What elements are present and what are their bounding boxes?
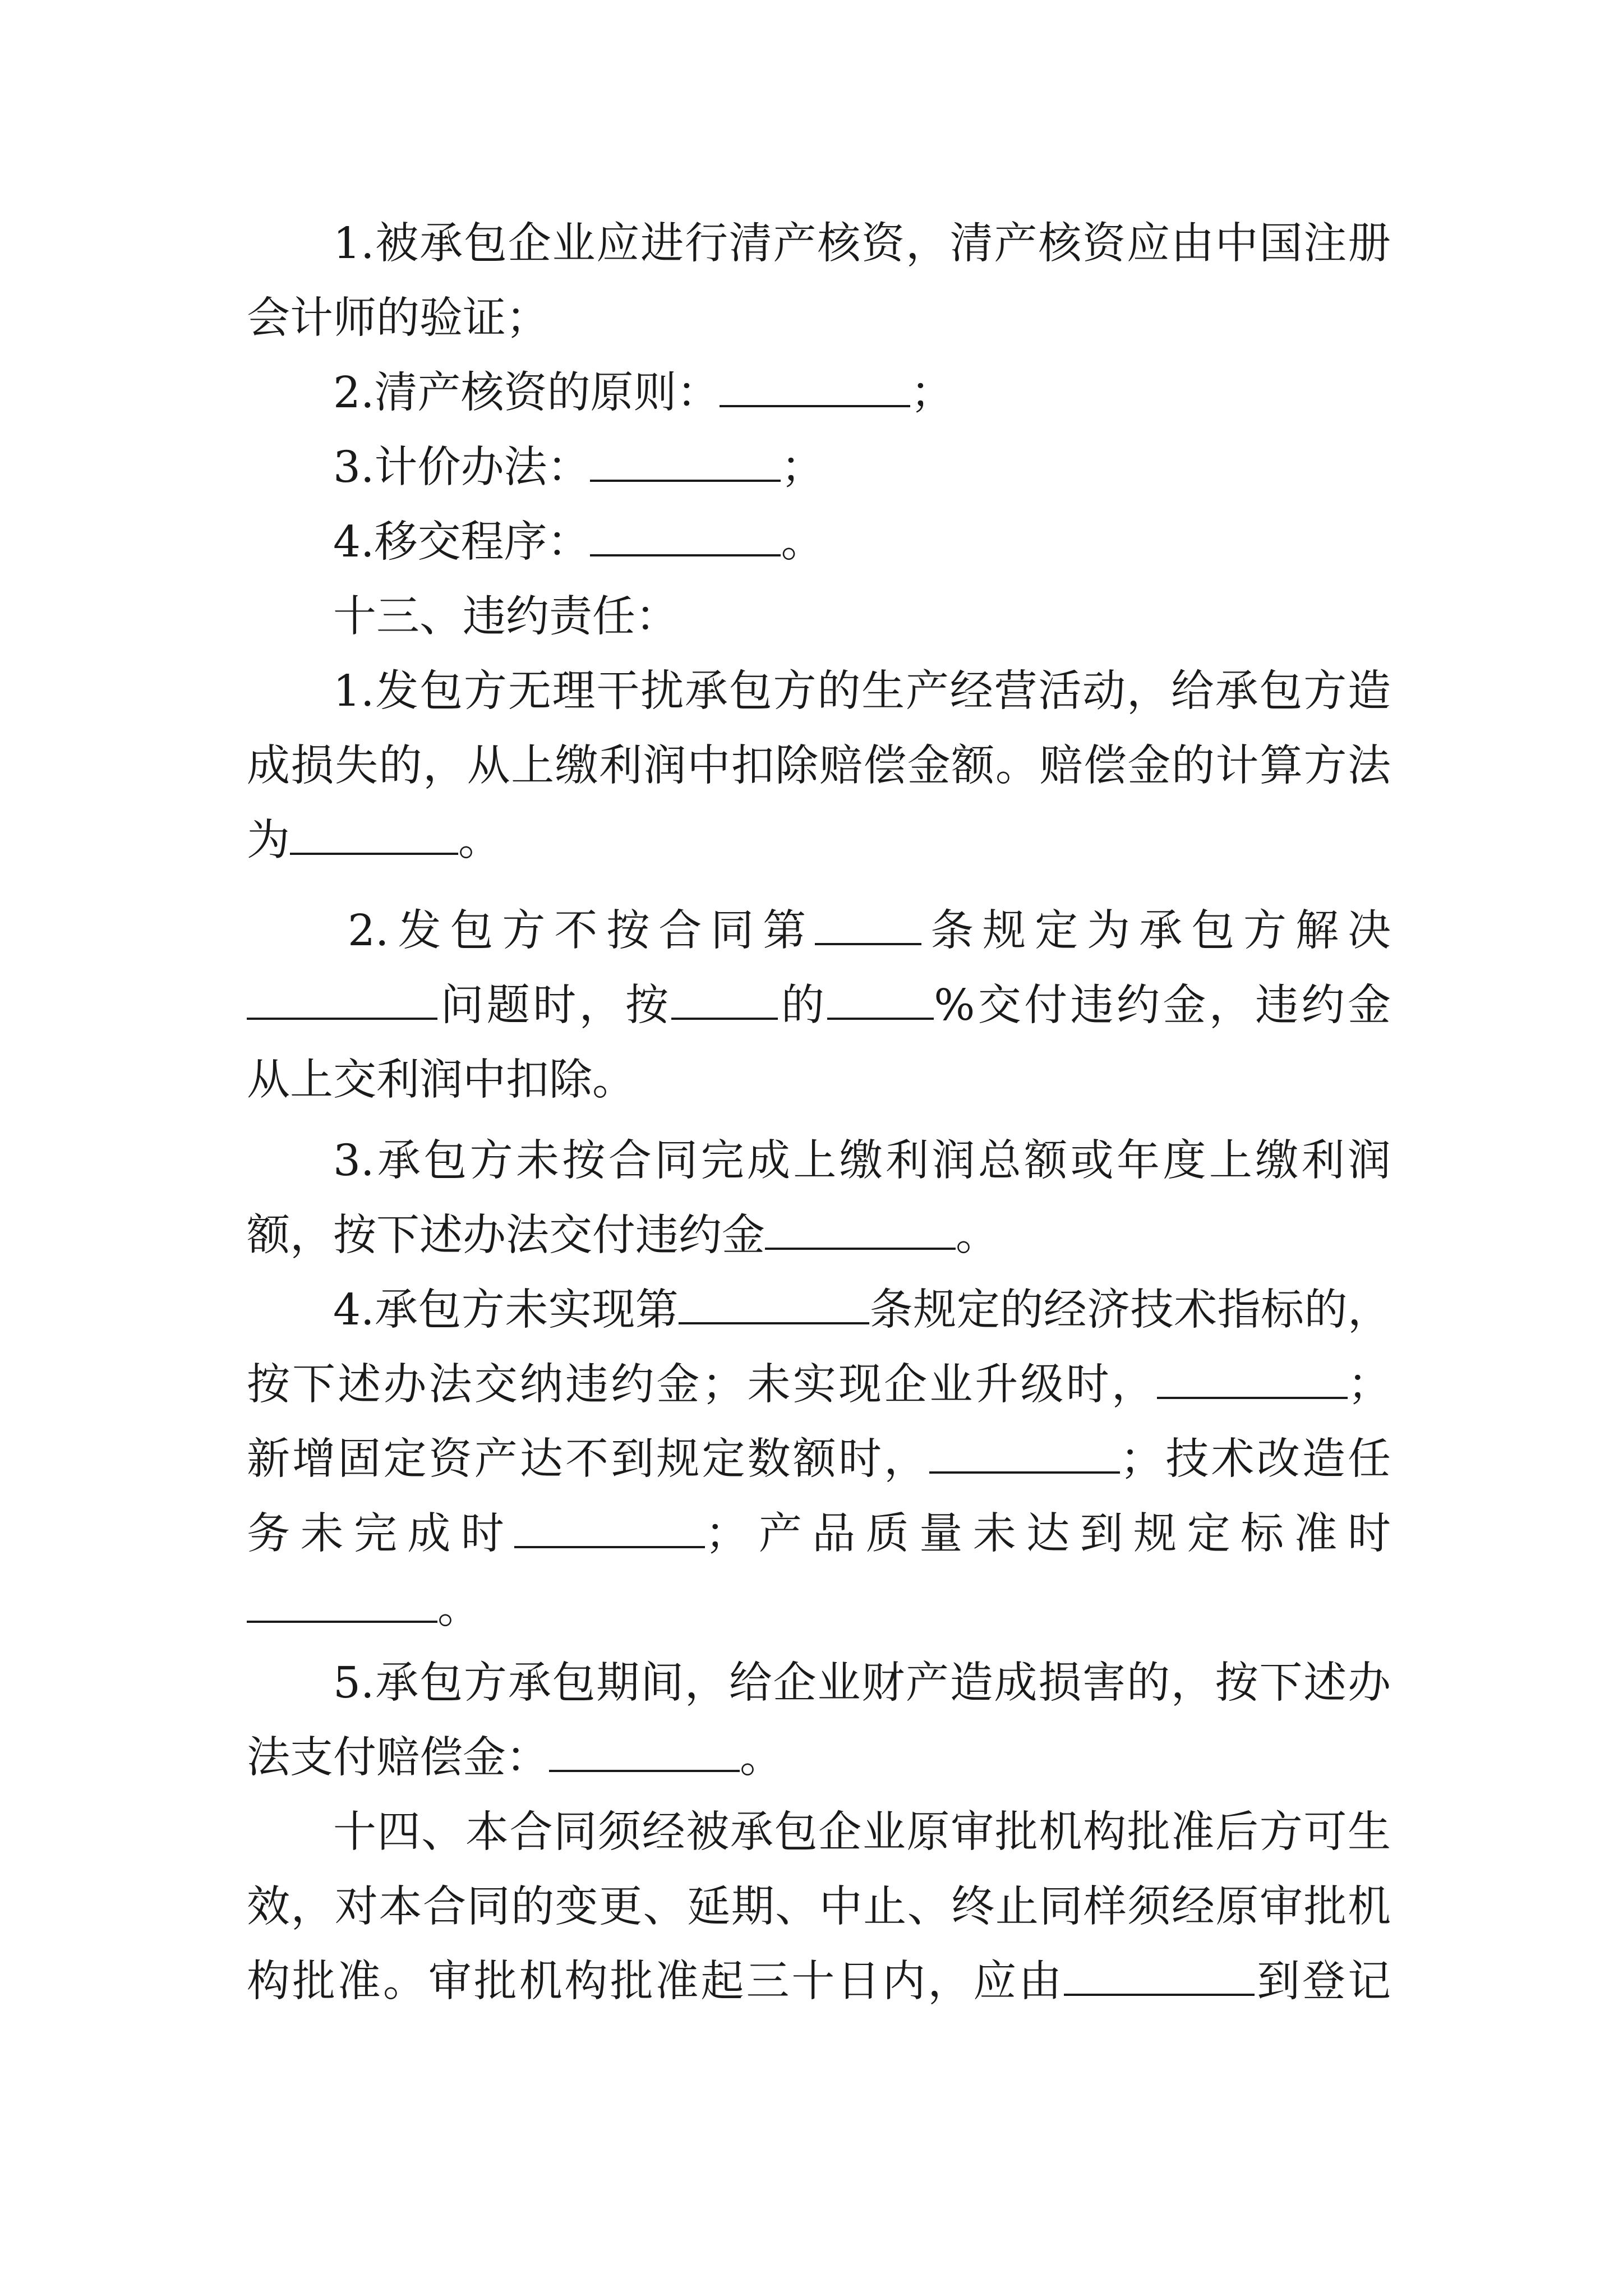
text: 十四、本合同须经被承包企业原审批机构批准后方可生 <box>333 1807 1391 1857</box>
text: ； <box>1348 1360 1391 1410</box>
fill-in-blank[interactable] <box>671 978 778 1020</box>
clause-13-2-line-3 <box>247 1047 1391 1114</box>
text: 会计师的验证； <box>247 293 549 343</box>
fill-in-blank[interactable] <box>827 978 934 1020</box>
fill-in-blank[interactable] <box>590 515 781 556</box>
section-14-line-1 <box>333 1799 1391 1866</box>
clause-13-4-line-2 <box>247 1351 1391 1419</box>
clause-12-3 <box>333 434 1391 501</box>
text: 条规定的经济技术指标的， <box>869 1285 1391 1335</box>
clause-13-4-line-5 <box>247 1575 1391 1642</box>
fill-in-blank[interactable] <box>929 1432 1120 1474</box>
clause-13-2-line-1 <box>348 898 1391 965</box>
fill-in-blank[interactable] <box>765 1208 956 1250</box>
fill-in-blank[interactable] <box>679 1283 869 1324</box>
clause-13-5-line-2 <box>247 1724 1391 1792</box>
fill-in-blank[interactable] <box>815 904 921 945</box>
text: 构批准。审批机构批准起三十日内，应由 <box>247 1957 1064 2007</box>
clause-13-4-line-3 <box>247 1426 1391 1493</box>
text: 3.计价办法： <box>333 443 591 493</box>
text: 。 <box>781 517 824 567</box>
clause-13-1-line-2 <box>247 733 1391 800</box>
clause-13-4-line-4 <box>247 1501 1391 1568</box>
text: 2.发包方不按合同第 <box>348 906 815 956</box>
clause-12-4 <box>333 509 1391 576</box>
fill-in-blank[interactable] <box>1157 1358 1348 1399</box>
clause-13-3-line-1 <box>333 1128 1391 1195</box>
text: 的 <box>778 981 828 1030</box>
text: ；技术改造任 <box>1120 1434 1391 1484</box>
fill-in-blank[interactable] <box>290 813 458 855</box>
text: 新增固定资产达不到规定数额时， <box>247 1434 930 1484</box>
text: 额，按下述办法交付违约金 <box>247 1211 765 1260</box>
text: %交付违约金，违约金 <box>934 981 1391 1030</box>
section-13-heading <box>333 583 1391 651</box>
text: 十三、违约责任： <box>333 592 679 642</box>
clause-13-5-line-1 <box>333 1650 1391 1717</box>
text: 4.承包方未实现第 <box>333 1285 679 1335</box>
fill-in-blank[interactable] <box>247 1581 437 1623</box>
text: ； <box>910 368 954 418</box>
text: 4.移交程序： <box>333 517 591 567</box>
fill-in-blank[interactable] <box>514 1507 705 1548</box>
text: 到登记 <box>1255 1957 1391 2007</box>
text: 。 <box>740 1733 783 1783</box>
text: 1.被承包企业应进行清产核资，清产核资应由中国注册 <box>333 219 1391 269</box>
text: 效，对本合同的变更、延期、中止、终止同样须经原审批机 <box>247 1882 1391 1932</box>
text: 2.清产核资的原则： <box>333 368 720 418</box>
clause-12-1-line-1 <box>333 210 1391 278</box>
text: 3.承包方未按合同完成上缴利润总额或年度上缴利润 <box>333 1136 1391 1186</box>
section-14-line-3 <box>247 1948 1391 2016</box>
section-14-line-2 <box>247 1874 1391 1941</box>
text: 为 <box>247 816 290 866</box>
clause-13-1-line-3 <box>247 807 1391 875</box>
text: 从上交利润中扣除。 <box>247 1055 635 1105</box>
fill-in-blank[interactable] <box>247 978 437 1020</box>
text: 。 <box>956 1211 999 1260</box>
clause-13-1-line-1 <box>333 658 1391 725</box>
text: 。 <box>437 1584 481 1634</box>
text: ； <box>781 443 824 493</box>
clause-13-3-line-2 <box>247 1202 1391 1269</box>
text: 5.承包方承包期间，给企业财产造成损害的，按下述办 <box>333 1658 1391 1708</box>
clause-12-2 <box>333 360 1391 427</box>
text: 1.发包方无理干扰承包方的生产经营活动，给承包方造 <box>333 666 1391 716</box>
fill-in-blank[interactable] <box>720 366 910 407</box>
text: 。 <box>458 816 501 866</box>
text: 法支付赔偿金： <box>247 1733 549 1783</box>
clause-12-1-line-2 <box>247 285 1391 352</box>
clause-13-2-line-2 <box>247 972 1391 1039</box>
text: ；产品质量未达到规定标准时 <box>705 1509 1391 1559</box>
text: 按下述办法交纳违约金；未实现企业升级时， <box>247 1360 1157 1410</box>
text: 条规定为承包方解决 <box>921 906 1391 956</box>
text: 成损失的，从上缴利润中扣除赔偿金额。赔偿金的计算方法 <box>247 741 1391 791</box>
clause-13-4-line-1 <box>333 1277 1391 1344</box>
text: 务未完成时 <box>247 1509 515 1559</box>
fill-in-blank[interactable] <box>590 440 781 482</box>
fill-in-blank[interactable] <box>1064 1954 1255 1996</box>
fill-in-blank[interactable] <box>549 1731 740 1772</box>
text: 问题时，按 <box>437 981 672 1030</box>
